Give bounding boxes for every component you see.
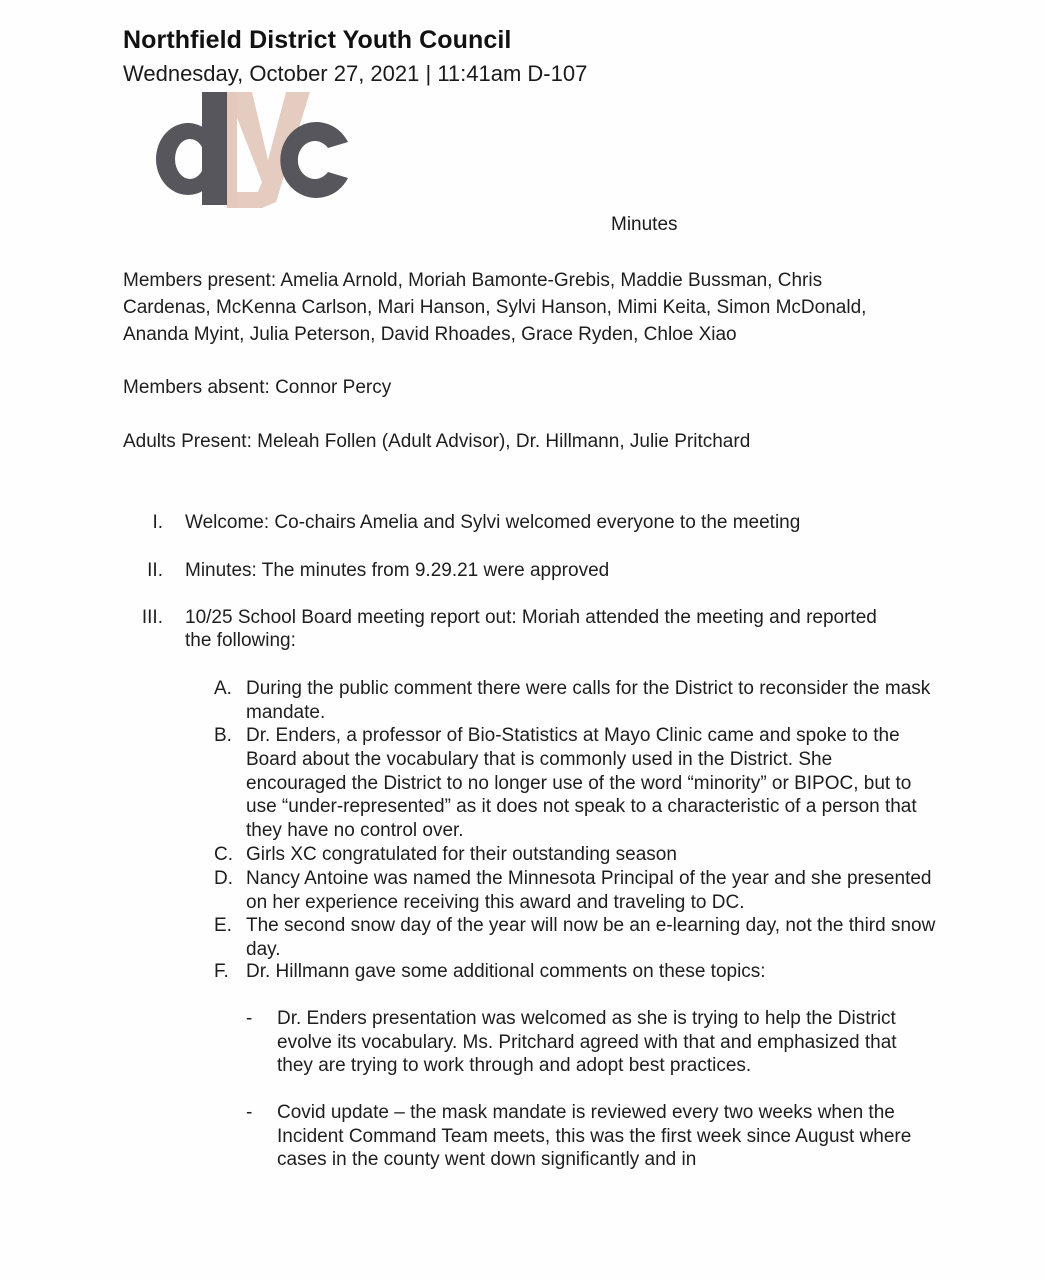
dyc-logo xyxy=(152,90,357,210)
agenda-text: Minutes: The minutes from 9.29.21 were approved xyxy=(185,560,610,581)
agenda-item xyxy=(152,511,801,534)
report-item xyxy=(214,843,936,867)
report-item-text: Dr. Hillmann gave some additional comments on these topics: xyxy=(246,961,766,982)
report-item-text: The second snow day of the year will now be an e-learning day, not the third snow day. xyxy=(246,915,936,960)
report-item-text: Dr. Enders, a professor of Bio-Statistics at Mayo Clinic came and spoke to the Board about the vocabulary that is commonly used in the District. She encouraged the District to no longer use of the word “minority” or BIPOC, but to use “under-represented” as it does not speak to a characteristic of a person that they have no control over. xyxy=(246,725,917,842)
report-item-label: F. xyxy=(214,961,229,982)
agenda-number: I. xyxy=(152,512,163,533)
report-item-label: B. xyxy=(214,725,232,746)
report-item-text: Nancy Antoine was named the Minnesota Principal of the year and she presented on her experience receiving this award and traveling to DC. xyxy=(246,868,932,913)
comment-item xyxy=(246,1101,927,1172)
members-absent: Members absent: Connor Percy xyxy=(123,377,392,398)
report-item xyxy=(214,867,936,915)
report-item-text: During the public comment there were calls for the District to reconsider the mask mandate. xyxy=(246,678,931,723)
meeting-date-location: Wednesday, October 27, 2021 | 11:41am D-107 xyxy=(123,61,588,86)
members-present: Members present: Amelia Arnold, Moriah Bamonte-Grebis, Maddie Bussman, Chris Cardenas, McKenna Carlson, Mari Hanson, Sylvi Hanson, Mimi Keita, Simon McDonald, Ananda Myint, Julia Peterson, David Rhoades, Grace Ryden, Chloe Xiao xyxy=(123,270,867,345)
agenda-item xyxy=(141,606,885,652)
agenda-number: II. xyxy=(147,560,163,581)
adults-present: Adults Present: Meleah Follen (Adult Advisor), Dr. Hillmann, Julie Pritchard xyxy=(123,431,751,452)
agenda-number: III. xyxy=(141,607,163,628)
agenda-text: Welcome: Co-chairs Amelia and Sylvi welcomed everyone to the meeting xyxy=(185,512,801,533)
dash-bullet: - xyxy=(246,1102,253,1123)
report-item xyxy=(214,960,936,984)
report-item-text: Girls XC congratulated for their outstanding season xyxy=(246,844,677,865)
comment-text: Dr. Enders presentation was welcomed as she is trying to help the District evolve its vocabulary. Ms. Pritchard agreed with that and emphasized that they are trying to work through and adopt best practices. xyxy=(277,1008,897,1076)
report-item xyxy=(214,677,936,725)
logo-letter-d xyxy=(156,92,227,205)
report-item-label: E. xyxy=(214,915,232,936)
minutes-heading: Minutes xyxy=(611,214,678,235)
agenda-text: 10/25 School Board meeting report out: Moriah attended the meeting and reported the following: xyxy=(185,607,877,651)
agenda-item xyxy=(147,559,610,582)
report-item xyxy=(214,724,936,843)
report-item-label: C. xyxy=(214,844,233,865)
comment-text: Covid update – the mask mandate is reviewed every two weeks when the Incident Command Team meets, this was the first week since August where cases in the county went down significantly and in xyxy=(277,1102,912,1170)
report-item-label: A. xyxy=(214,678,232,699)
report-item xyxy=(214,914,936,962)
report-item-label: D. xyxy=(214,868,233,889)
dash-bullet: - xyxy=(246,1008,253,1029)
council-title: Northfield District Youth Council xyxy=(123,26,512,54)
comment-item xyxy=(246,1007,927,1078)
